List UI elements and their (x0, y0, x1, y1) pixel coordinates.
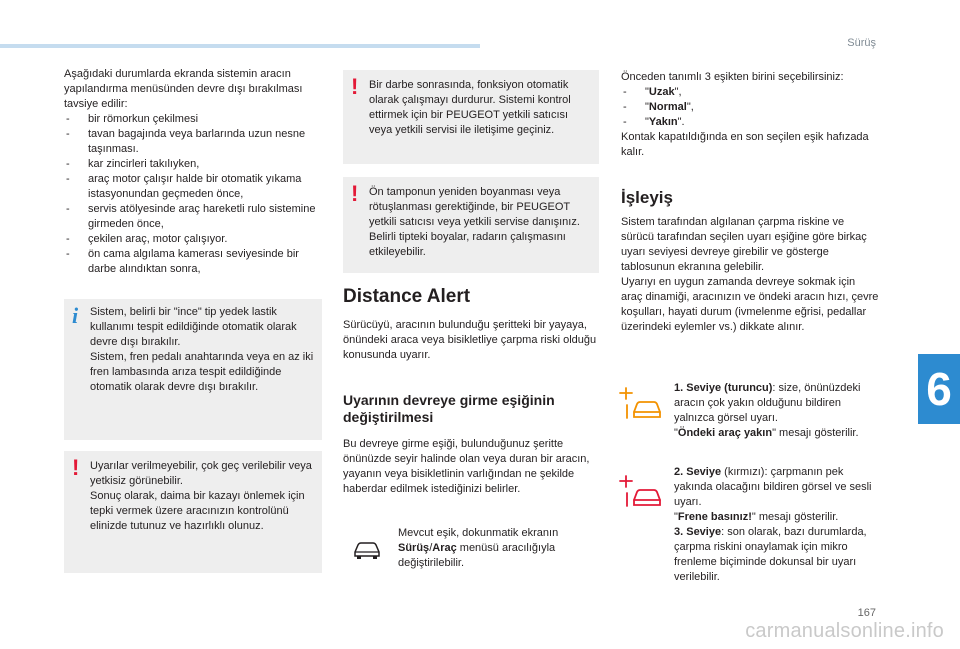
body-paragraph: Uyarıyı en uygun zamanda devreye sokmak için araç dinamiği, aracınızın ve öndeki aracın hızı, çevre koşulları, hayati durum (ivmelenme eğrisi, pedallar üzerindeki eylemler vs.) dikkate alınır. (621, 276, 879, 333)
info-text: Sistem, fren pedalı anahtarında veya en az iki fren lambasında arıza tespit edildiğinde otomatik olarak devre dışı bırakılır. (90, 351, 314, 393)
note-text: menüsü aracılığıyla değiştirilebilir. (398, 542, 556, 569)
info-box (64, 299, 322, 440)
note-text: Mevcut eşik, dokunmatik ekranın (398, 527, 559, 539)
chapter-tab: 6 (918, 354, 960, 424)
car-settings-icon (352, 540, 382, 560)
body-paragraph: Bu devreye girme eşiği, bulunduğunuz şeritte önünüzde seyir halinde olan veya duran bir aracın, yayanın veya bisikletlinin varlığından ne şekilde haberdar edilmek istediğinizi belirler. (343, 438, 590, 495)
page-number: 167 (857, 607, 876, 619)
warning-icon: ! (351, 74, 359, 99)
level-label: 2. Seviye (674, 466, 722, 478)
warning-box (343, 70, 599, 164)
section-heading: İşleyiş (621, 188, 673, 207)
warning-text: Sonuç olarak, daima bir kazayı önlemek için tepki vermek üzere aracınızın kontrolünü elinizde tutunuz ve hazırlıklı olunuz. (90, 490, 305, 532)
warning-text: Ön tamponun yeniden boyanması veya rötuşlanması gerektiğinde, bir PEUGEOT yetkili satıcısı veya yetkili servise danışınız. Belirli tipteki boyalar, radarın çalışmasını etkileyebilir. (369, 186, 580, 258)
list-item: - "Uzak", (621, 85, 879, 100)
menu-name: Araç (432, 542, 457, 554)
deactivation-list (64, 112, 322, 277)
warning-box (64, 451, 322, 573)
list-item: - çekilen araç, motor çalışıyor. (64, 232, 322, 247)
list-item: - "Yakın". (621, 115, 879, 130)
level-label: 1. Seviye (turuncu) (674, 382, 773, 394)
warning-box (343, 177, 599, 273)
list-item: - araç motor çalışır halde bir otomatik yıkama istasyonundan geçmeden önce, (64, 172, 322, 202)
warning-text: Uyarılar verilmeyebilir, çok geç verilebilir veya yetkisiz görünebilir. (90, 460, 312, 487)
note-text: / (429, 542, 433, 554)
collision-alert-orange-icon (618, 385, 664, 423)
intro-paragraph: Aşağıdaki durumlarda ekranda sistemin aracın yapılandırma menüsünden devre dışı bırakılması tavsiye edilir: (64, 68, 303, 110)
intro-paragraph: Önceden tanımlı 3 eşikten birini seçebilirsiniz: (621, 71, 844, 83)
section-title: Sürüş (847, 37, 876, 49)
list-item: - bir römorkun çekilmesi (64, 112, 322, 127)
column-1 (64, 67, 322, 277)
list-item: - servis atölyesinde araç hareketli rulo sistemine girmeden önce, (64, 202, 322, 232)
message-text: Frene basınız! (677, 511, 752, 523)
level-1-description: 1. Seviye (turuncu): size, önünüzdeki aracın çok yakın olduğunu bildiren yalnızca görsel uyarı. "Öndeki araç yakın" mesajı gösterilir. (674, 382, 861, 439)
level-text: : size, önünüzdeki aracın çok yakın olduğunu bildiren yalnızca görsel uyarı. (674, 382, 861, 424)
level-2-description: 2. Seviye (kırmızı): çarpmanın pek yakında olacağını bildiren görsel ve sesli uyarı. "Frene basınız!" mesajı gösterilir. 3. Seviye: son olarak, bazı durumlarda, çarpma riskini onaylamak için mikro frenleme biçiminde dokunsal bir uyarı verilebilir. (674, 466, 872, 583)
message-text: Öndeki araç yakın (677, 427, 773, 439)
header-bar (0, 44, 480, 48)
collision-alert-red-icon (618, 473, 664, 511)
list-item: - "Normal", (621, 100, 879, 115)
operation-text (621, 215, 879, 335)
warning-text: Bir darbe sonrasında, fonksiyon otomatik olarak çalışmayı durdurur. Sistemi kontrol ettirmek için bir PEUGEOT yetkili satıcısı veya yetkili servisi ile iletişime geçiniz. (369, 79, 571, 136)
subsection-heading: Uyarının devreye girme eşiğinin değiştirilmesi (343, 392, 555, 425)
level-label: 3. Seviye (674, 526, 722, 538)
list-item: - kar zincirleri takılıyken, (64, 157, 322, 172)
intro-paragraph: Sürücüyü, aracının bulunduğu şeritteki bir yayaya, önündeki araca veya bisikletliye çarpma riski olduğu konusunda uyarır. (343, 319, 597, 361)
column-3 (621, 70, 879, 160)
list-item: - ön cama algılama kamerası seviyesinde bir darbe alındıktan sonra, (64, 247, 322, 277)
threshold-list (621, 85, 879, 130)
warning-icon: ! (72, 455, 80, 480)
info-icon: i (72, 303, 79, 328)
body-paragraph: Sistem tarafından algılanan çarpma riskine ve sürücü tarafından seçilen uyarı eşiğine göre birkaç uyarı seviyesi devreye girebilir ve gösterge tablosunun ekranına gelebilir. (621, 216, 867, 273)
level-text: : son olarak, bazı durumlarda, çarpma riskini onaylamak için mikro frenleme biçiminde dokunsal bir uyarı verilebilir. (674, 526, 867, 583)
menu-name: Sürüş (398, 542, 430, 554)
section-heading: Distance Alert (343, 286, 471, 307)
settings-note (398, 526, 598, 571)
info-text: Sistem, belirli bir "ince" tip yedek lastik kullanımı tespit edildiğinde otomatik olarak devre dışı bırakılır. (90, 306, 297, 348)
warning-icon: ! (351, 181, 359, 206)
list-item: - tavan bagajında veya barlarında uzun nesne taşınması. (64, 127, 322, 157)
memory-text: Kontak kapatıldığında en son seçilen eşik hafızada kalır. (621, 131, 869, 158)
level-text: (kırmızı): çarpmanın pek yakında olacağını bildiren görsel ve sesli uyarı. (674, 466, 872, 508)
watermark: carmanualsonline.info (745, 620, 944, 642)
